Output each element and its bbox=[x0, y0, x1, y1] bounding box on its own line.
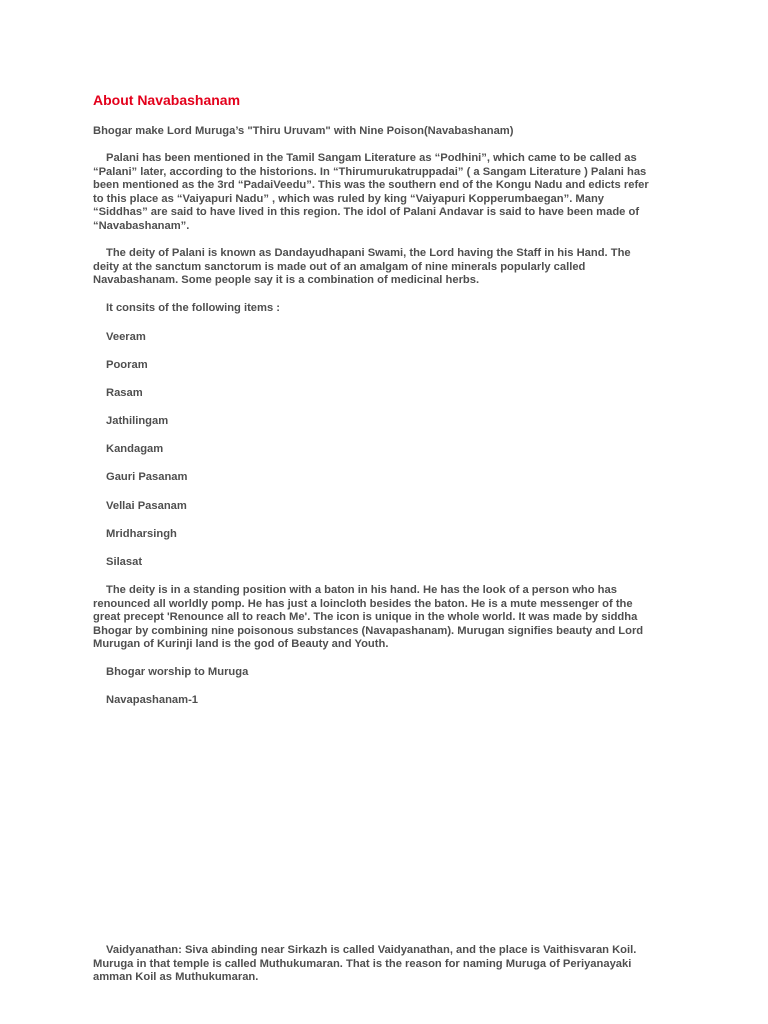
paragraph-vaidyanathan bbox=[93, 944, 636, 985]
paragraph-line: renounced all worldly pomp. He has just a loincloth besides the baton. He is a mute messenger of the bbox=[93, 597, 633, 610]
paragraph-line: “Siddhas” are said to have lived in this region. The idol of Palani Andavar is said to have been made of bbox=[93, 206, 640, 219]
list-item: Vellai Pasanam bbox=[106, 499, 187, 512]
paragraph-line: to this place as “Vaiyapuri Nadu” , which was ruled by king “Vaiyapuri Kopperumbaegan”. Many bbox=[93, 192, 605, 205]
paragraph-line: Palani has been mentioned in the Tamil Sangam Literature as “Podhini”, which came to be called as bbox=[106, 152, 637, 164]
document-subtitle: Bhogar make Lord Muruga’s "Thiru Uruvam" with Nine Poison(Navabashanam) bbox=[93, 125, 514, 137]
paragraph-line: been mentioned as the 3rd “PadaiVeedu”. This was the southern end of the Kongu Nadu and edicts refer bbox=[93, 179, 649, 192]
image-caption: Navapashanam-1 bbox=[106, 694, 199, 706]
paragraph-line: “Palani” later, according to the historions. In “Thirumurukatruppadai” ( a Sangam Literature ) Palani has bbox=[93, 165, 647, 178]
paragraph-line: “Navabashanam”. bbox=[93, 219, 190, 232]
ingredient-list bbox=[106, 331, 187, 584]
list-item: Silasat bbox=[106, 555, 143, 568]
list-item: Rasam bbox=[106, 387, 143, 400]
list-item: Gauri Pasanam bbox=[106, 471, 188, 484]
paragraph-palani-history bbox=[93, 152, 649, 234]
document-title: About Navabashanam bbox=[93, 92, 241, 108]
paragraph-line: The deity of Palani is known as Dandayudhapani Swami, the Lord having the Staff in his Hand. The bbox=[106, 247, 631, 259]
paragraph-line: great precept 'Renounce all to reach Me'. The icon is unique in the whole world. It was made by siddha bbox=[93, 611, 638, 624]
paragraph-deity-description bbox=[93, 247, 631, 288]
list-item: Pooram bbox=[106, 359, 148, 372]
paragraph-line: Bhogar by combining nine poisonous substances (Navapashanam). Murugan signifies beauty and Lord bbox=[93, 624, 644, 637]
list-item: Kandagam bbox=[106, 443, 164, 456]
paragraph-deity-posture bbox=[93, 584, 643, 652]
paragraph-line: Murugan of Kurinji land is the god of Beauty and Youth. bbox=[93, 638, 389, 651]
list-item: Veeram bbox=[106, 331, 146, 343]
list-intro: It consits of the following items : bbox=[106, 302, 281, 314]
paragraph-line: Muruga in that temple is called Muthukumaran. That is the reason for naming Muruga of Periyanayaki bbox=[93, 957, 632, 970]
list-item: Jathilingam bbox=[106, 415, 169, 428]
paragraph-line: Navabashanam. Some people say it is a combination of medicinal herbs. bbox=[93, 274, 480, 287]
paragraph-line: The deity is in a standing position with a baton in his hand. He has the look of a person who has bbox=[106, 584, 617, 596]
paragraph-line: Vaidyanathan: Siva abinding near Sirkazh is called Vaidyanathan, and the place is Vaithisvaran Koil. bbox=[106, 944, 637, 956]
list-item: Mridharsingh bbox=[106, 527, 177, 540]
paragraph-line: amman Koil as Muthukumaran. bbox=[93, 971, 259, 984]
paragraph-line: deity at the sanctum sanctorum is made out of an amalgam of nine minerals popularly called bbox=[93, 260, 586, 273]
image-caption: Bhogar worship to Muruga bbox=[106, 666, 249, 678]
